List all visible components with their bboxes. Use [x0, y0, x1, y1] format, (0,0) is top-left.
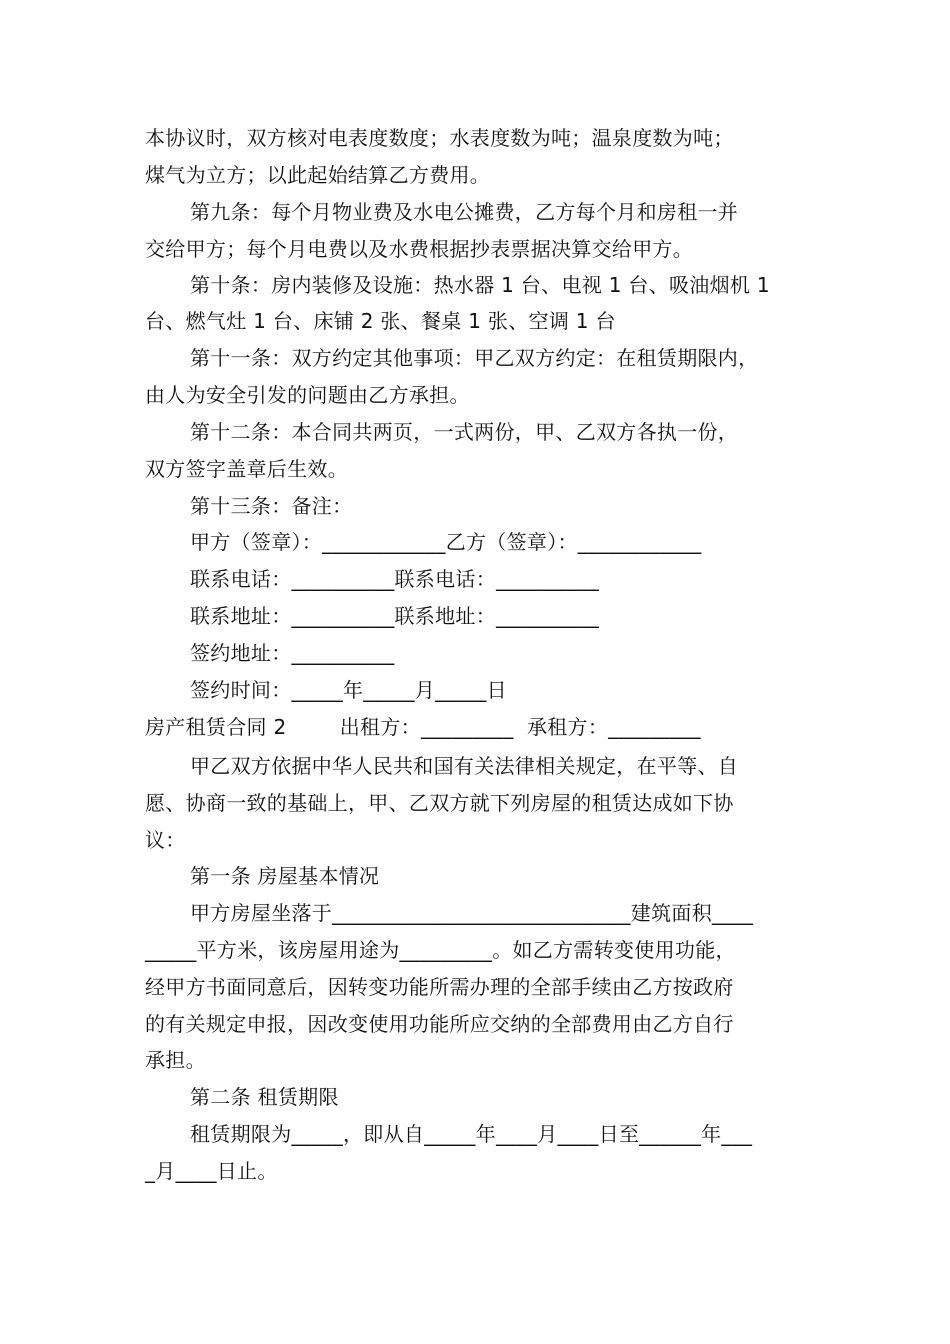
text-line: 甲方房屋坐落于_____________________________建筑面积____ [190, 901, 754, 925]
text-line: 甲乙双方依据中华人民共和国有关法律相关规定，在平等、自 [190, 754, 739, 778]
text-line: 租赁期限为_____，即从自_____年____月____日至______年___ [190, 1122, 753, 1146]
signing-date-line: 签约时间：_____年_____月_____日 [190, 678, 507, 702]
text-line: 煤气为立方；以此起始结算乙方费用。 [145, 163, 491, 187]
text-line: 本协议时，双方核对电表度数度；水表度数为吨；温泉度数为吨； [145, 126, 734, 150]
section-heading: 第一条 房屋基本情况 [190, 864, 380, 888]
contract-heading: 房产租赁合同 2 出租方：_________ 承租方：_________ [145, 715, 701, 739]
contact-phone-line: 联系电话：__________联系电话：__________ [190, 567, 599, 591]
text-line: 第九条：每个月物业费及水电公摊费，乙方每个月和房租一并 [190, 200, 739, 224]
text-line: 交给甲方；每个月电费以及水费根据抄表票据决算交给甲方。 [145, 237, 694, 261]
text-line: 第十条：房内装修及设施：热水器 1 台、电视 1 台、吸油烟机 1 [190, 273, 770, 297]
text-line: 双方签字盖章后生效。 [145, 457, 348, 481]
text-line: 经甲方书面同意后，因转变功能所需办理的全部手续由乙方按政府 [145, 975, 734, 999]
section-heading: 第二条 租赁期限 [190, 1085, 339, 1109]
text-line: _月____日止。 [145, 1159, 278, 1183]
text-line: 第十二条：本合同共两页，一式两份，甲、乙双方各执一份， [190, 420, 739, 444]
text-line: 第十一条：双方约定其他事项：甲乙双方约定：在租赁期限内， [190, 346, 759, 370]
text-line: 愿、协商一致的基础上，甲、乙双方就下列房屋的租赁达成如下协 [145, 791, 734, 815]
text-line: 的有关规定申报，因改变使用功能所应交纳的全部费用由乙方自行 [145, 1012, 734, 1036]
signing-address-line: 签约地址：__________ [190, 641, 395, 665]
text-line: 由人为安全引发的问题由乙方承担。 [145, 383, 470, 407]
signature-line: 甲方（签章）：____________乙方（签章）：____________ [190, 530, 702, 554]
text-line: 第十三条：备注： [190, 494, 353, 518]
text-line: 承担。 [145, 1048, 206, 1072]
text-line: 台、燃气灶 1 台、床铺 2 张、餐桌 1 张、空调 1 台 [145, 309, 616, 333]
text-line: _____平方米，该房屋用途为_________。如乙方需转变使用功能， [145, 938, 736, 962]
contact-address-line: 联系地址：__________联系地址：__________ [190, 604, 599, 628]
text-line: 议： [145, 828, 186, 852]
